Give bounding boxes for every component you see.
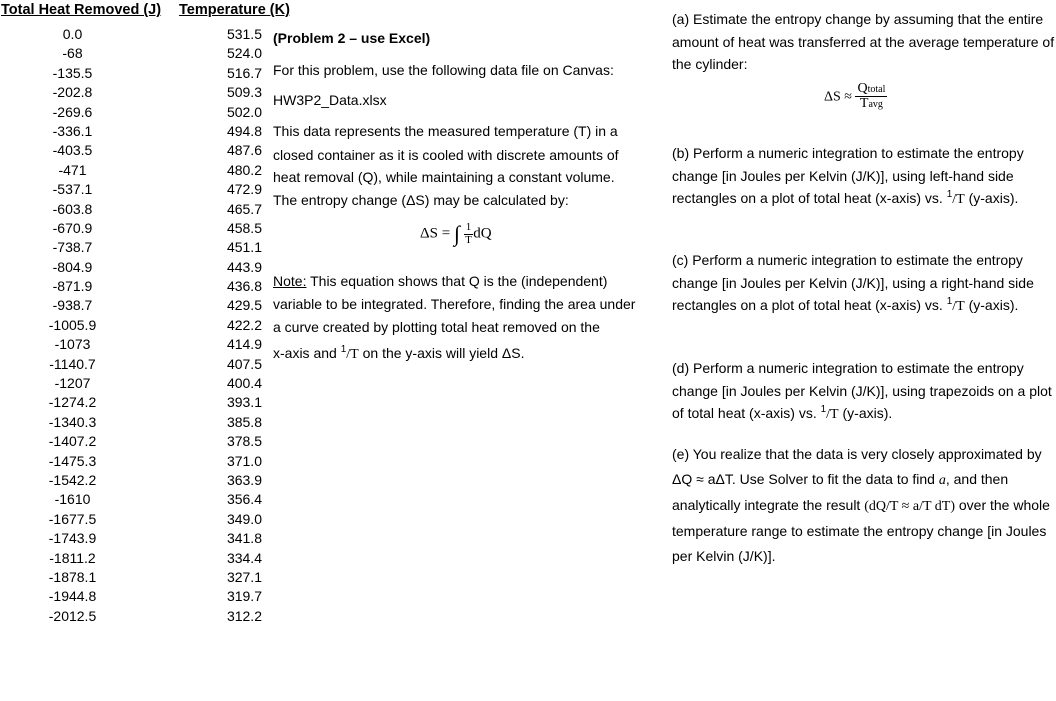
temperature-cell: 378.5 [226, 433, 262, 450]
temperature-cell: 341.8 [226, 530, 262, 547]
entropy-equation: ΔS = ∫ $\frac{1}{T}$ dQ [420, 220, 492, 246]
temperature-cell: 487.6 [226, 142, 262, 159]
note-line-3: a curve created by plotting total heat removed on the [273, 319, 600, 335]
header-temperature: Temperature (K) [179, 2, 290, 18]
heat-cell: -738.7 [52, 239, 93, 256]
temperature-cell: 524.0 [226, 45, 262, 62]
temperature-cell: 443.9 [226, 258, 262, 275]
heat-cell: -1610 [54, 491, 91, 508]
temperature-cell: 458.5 [226, 219, 262, 236]
note-line-2: variable to be integrated. Therefore, finding the area under [273, 296, 636, 312]
temperature-cell: 385.8 [226, 413, 262, 430]
temperature-cell: 502.0 [226, 103, 262, 120]
integral-sign: ∫ [453, 221, 460, 246]
note-line-1: Note: This equation shows that Q is the (independent) [273, 273, 608, 289]
desc-line-4: The entropy change (ΔS) may be calculated by: [273, 192, 569, 208]
part-e-result: (dQ/T ≈ a/T dT) [864, 499, 955, 514]
heat-cell: -2012.5 [48, 607, 97, 624]
temperature-cell: 407.5 [226, 355, 262, 372]
temperature-cell: 480.2 [226, 161, 262, 178]
heat-cell: -938.7 [52, 297, 93, 314]
temperature-cell: 451.1 [226, 239, 262, 256]
problem-title: (Problem 2 – use Excel) [273, 30, 431, 46]
temperature-cell: 327.1 [226, 568, 262, 585]
heat-cell: -1944.8 [48, 588, 97, 605]
part-a-formula: ΔS ≈ $\frac{\text{Qtotal}}{\text{Tavg}}$ [824, 80, 886, 112]
part-b: (b) Perform a numeric integration to estimate the entropy change [in Joules per Kelvin (J/K)], using left-hand side rectangles on a plot of total heat (x-axis) vs. $^1$/T (y-axis). [672, 145, 1024, 207]
temperature-cell: 516.7 [226, 64, 262, 81]
note-line-4: x-axis and $^1$/T on the y-axis will yield ΔS. [273, 344, 525, 362]
temperature-cell: 494.8 [226, 122, 262, 139]
heat-cell: -1073 [54, 336, 91, 353]
heat-cell: -1475.3 [48, 452, 97, 469]
heat-cell: -1811.2 [49, 549, 96, 566]
heat-cell: -202.8 [52, 84, 93, 101]
heat-cell: -1140.7 [49, 355, 96, 372]
heat-cell: -1677.5 [48, 510, 97, 527]
heat-cell: -1407.2 [48, 433, 97, 450]
heat-cell: -403.5 [52, 142, 93, 159]
desc-line-2: closed container as it is cooled with discrete amounts of [273, 147, 619, 163]
heat-cell: -1743.9 [48, 530, 97, 547]
desc-line-3: heat removal (Q), while maintaining a constant volume. [273, 169, 615, 185]
heat-cell: -135.5 [52, 64, 93, 81]
temperature-cell: 334.4 [226, 549, 262, 566]
heat-cell: -537.1 [52, 181, 93, 198]
part-d: (d) Perform a numeric integration to estimate the entropy change [in Joules per Kelvin (J/K)], using trapezoids on a plot of total heat (x-axis) vs. $^1$/T (y-axis). [672, 360, 1052, 422]
temperature-cell: 414.9 [226, 336, 262, 353]
heat-cell: -1878.1 [48, 568, 97, 585]
heat-cell: -804.9 [52, 258, 93, 275]
temperature-cell: 349.0 [226, 510, 262, 527]
data-filename: HW3P2_Data.xlsx [273, 92, 387, 108]
temperature-cell: 465.7 [226, 200, 262, 217]
temperature-cell: 400.4 [226, 375, 262, 392]
part-c: (c) Perform a numeric integration to estimate the entropy change [in Joules per Kelvin (J/K)], using a right-hand side rectangles on a plot of total heat (x-axis) vs. $^1$/T (y-axis). [672, 252, 1034, 314]
heat-cell: -68 [62, 45, 83, 62]
heat-cell: -269.6 [52, 103, 93, 120]
heat-cell: -1542.2 [48, 471, 97, 488]
heat-cell: -1207 [54, 375, 91, 392]
part-a: (a) Estimate the entropy change by assuming that the entire amount of heat was transferred at the average temperature of the cylinder: ΔS ≈ $\frac{\text{Qtotal}}{\text{Tavg}}$ [672, 11, 1055, 112]
heat-cell: -871.9 [52, 278, 93, 295]
temperature-cell: 429.5 [226, 297, 262, 314]
heat-cell: -1005.9 [48, 316, 97, 333]
temperature-column [200, 25, 262, 626]
heat-cell: -336.1 [52, 122, 93, 139]
temperature-cell: 356.4 [226, 491, 262, 508]
heat-cell: -603.8 [52, 200, 93, 217]
heat-cell: -471 [58, 161, 87, 178]
heat-column [0, 25, 145, 626]
temperature-cell: 531.5 [226, 26, 262, 42]
note-label: Note: [273, 273, 307, 289]
temperature-cell: 312.2 [226, 607, 262, 624]
heat-cell: 0.0 [62, 26, 83, 42]
part-e: (e) You realize that the data is very closely approximated by ΔQ ≈ aΔT. Use Solver to fit the data to find a, and then analytically integrate the result (dQ/T ≈ a/T dT) over the whole temperature range to estimate the entropy change [in Joules per Kelvin (J/K)]. [672, 446, 1050, 564]
temperature-cell: 363.9 [226, 471, 262, 488]
temperature-cell: 371.0 [226, 452, 262, 469]
temperature-cell: 393.1 [226, 394, 262, 411]
temperature-cell: 422.2 [226, 316, 262, 333]
header-total-heat: Total Heat Removed (J) [1, 2, 162, 18]
heat-cell: -670.9 [52, 219, 93, 236]
heat-cell: -1274.2 [48, 394, 97, 411]
temperature-cell: 319.7 [226, 588, 262, 605]
heat-cell: -1340.3 [48, 413, 97, 430]
temperature-cell: 509.3 [226, 84, 262, 101]
temperature-cell: 436.8 [226, 278, 262, 295]
desc-line-1: This data represents the measured temperature (T) in a [273, 123, 618, 139]
problem-intro: For this problem, use the following data file on Canvas: [273, 62, 614, 78]
temperature-cell: 472.9 [226, 181, 262, 198]
